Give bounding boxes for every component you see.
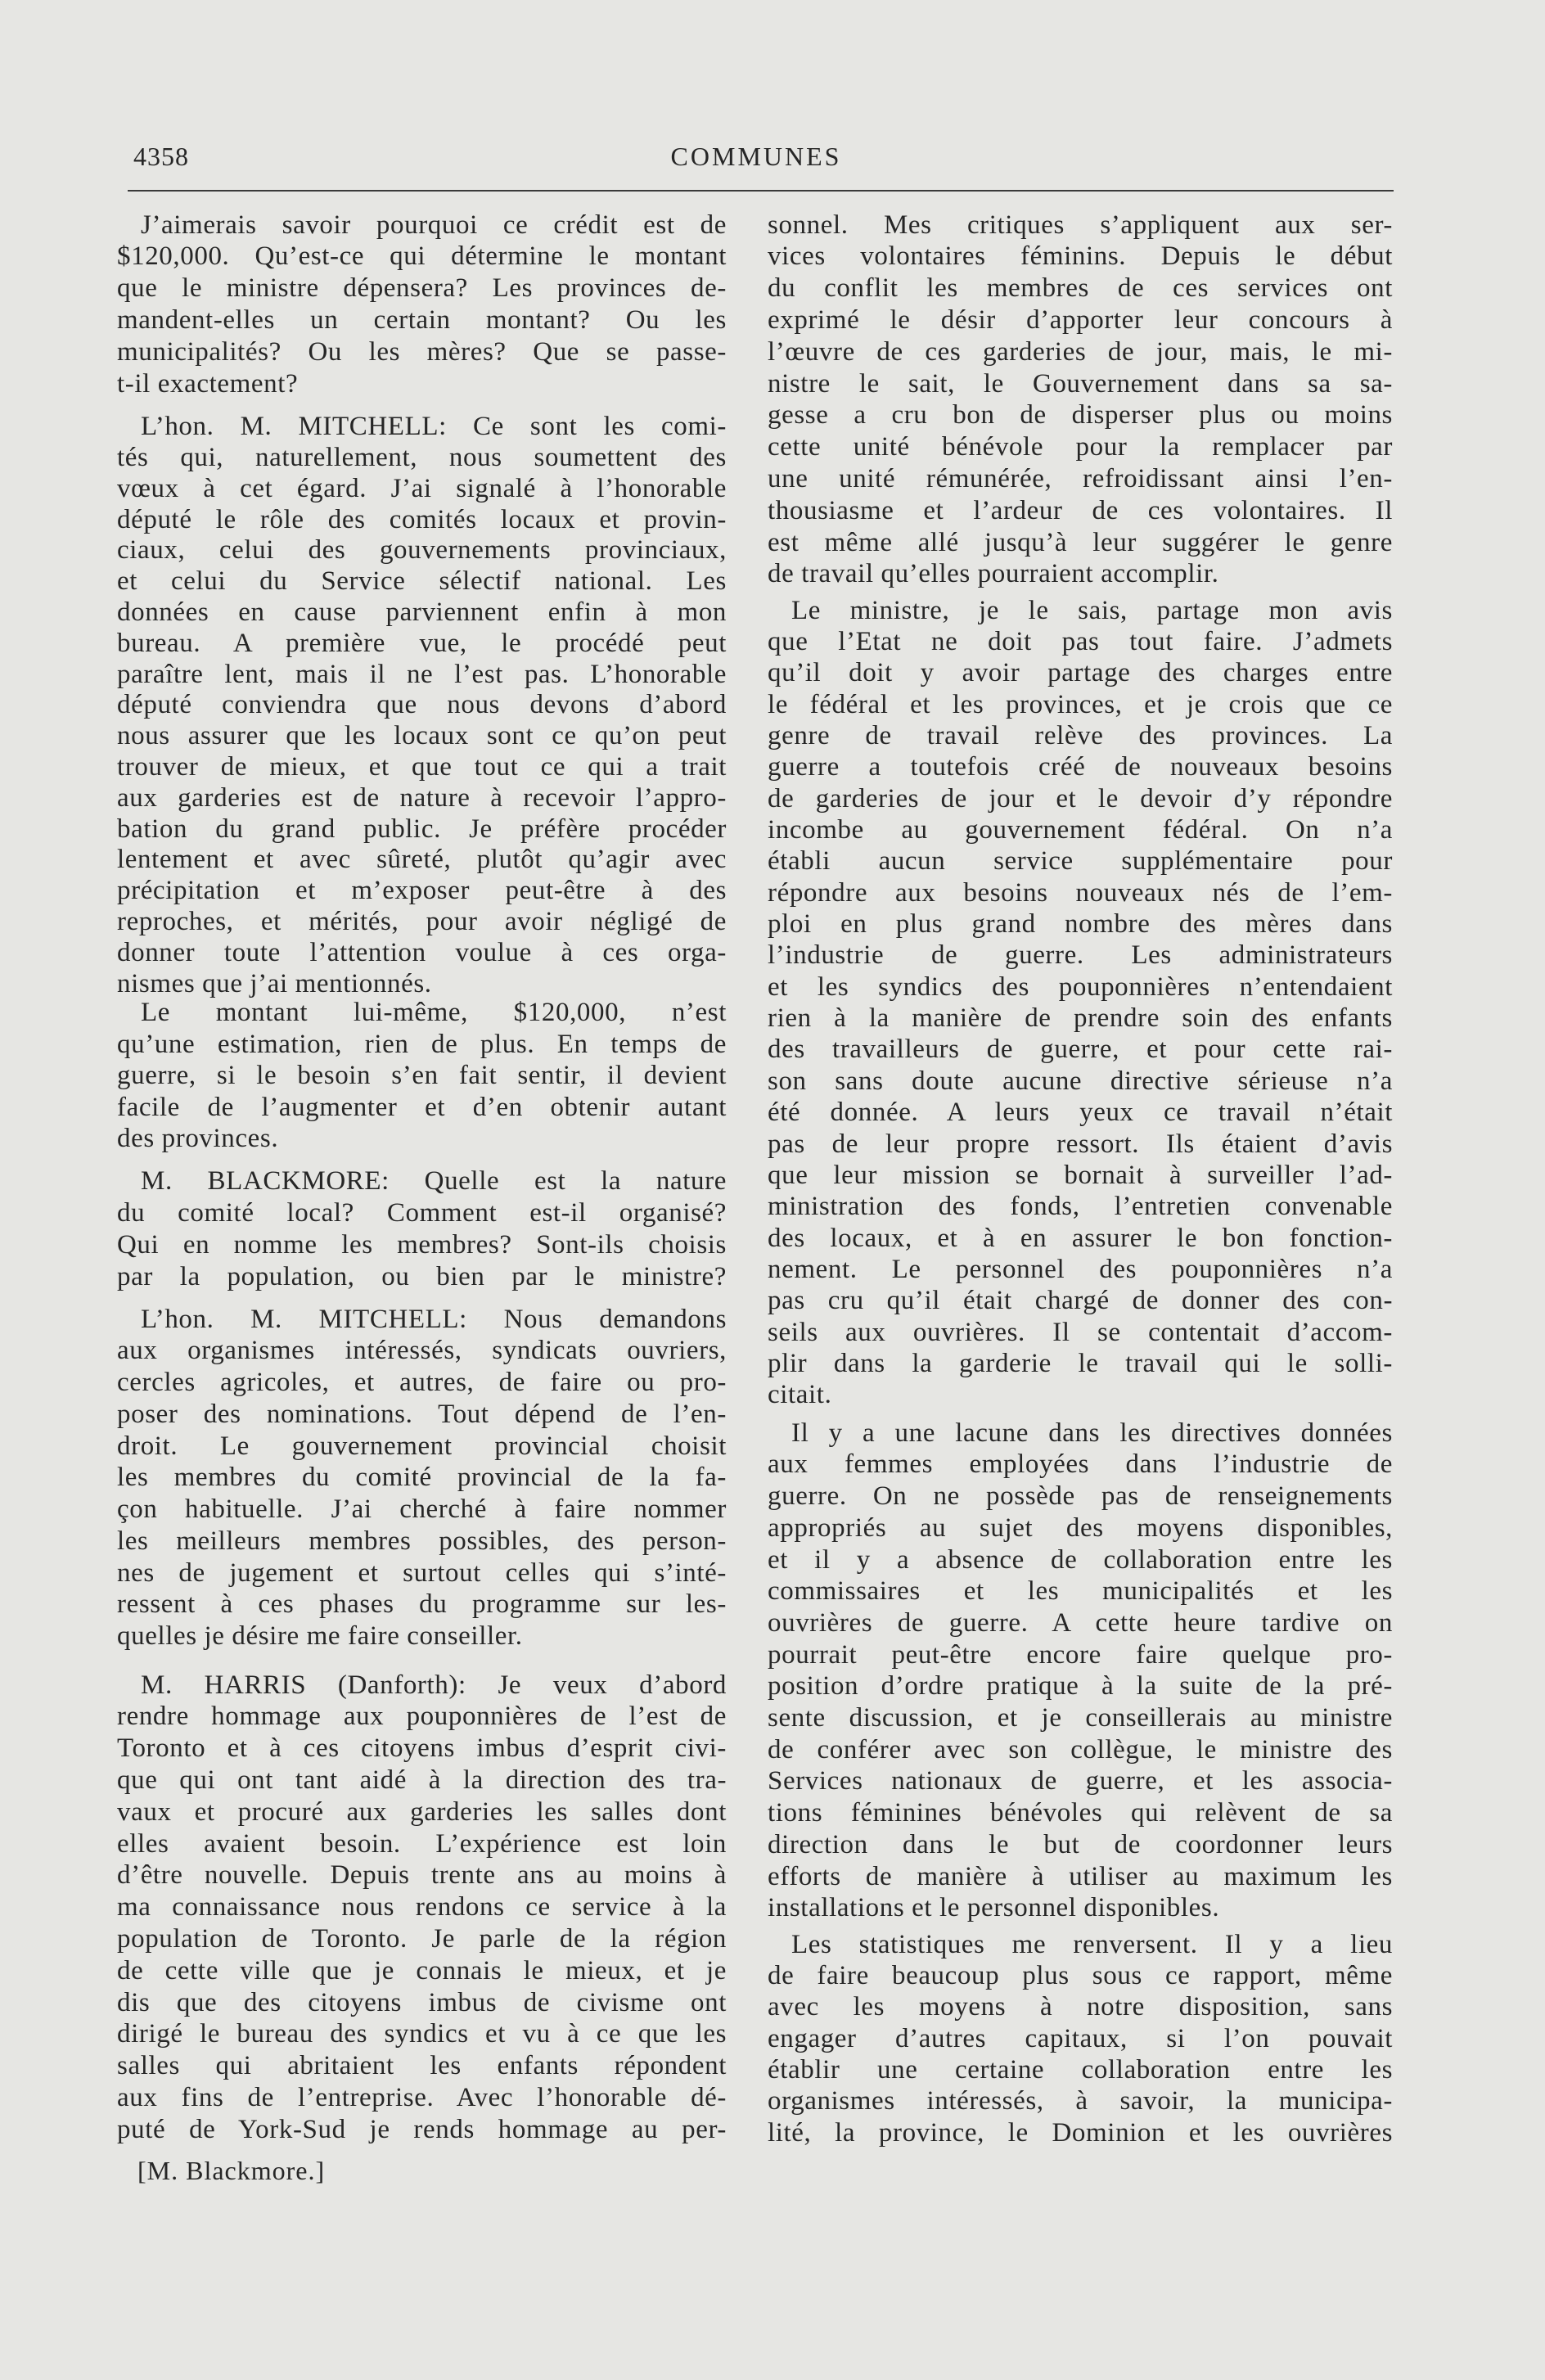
text-line: pas cru qu’il était chargé de donner des con- [768, 1286, 1394, 1316]
text-line: aux femmes employées dans l’industrie de [768, 1449, 1394, 1480]
text-line: municipalités? Ou les mères? Que se passe- [117, 337, 727, 367]
text-line: dis que des citoyens imbus de civisme ont [117, 1987, 727, 2017]
text-line: plir dans la garderie le travail qui le solli- [768, 1348, 1393, 1378]
text-line: donner toute l’attention voulue à ces orga- [117, 937, 727, 967]
text-line: droit. Le gouvernement provincial choisit [117, 1431, 727, 1461]
left-column [117, 0, 727, 2210]
text-line: et les syndics des pouponnières n’entendaient [768, 971, 1393, 1002]
text-line: données en cause parviennent enfin à mon [117, 597, 727, 627]
text-line: cette unité bénévole pour la remplacer par [768, 432, 1394, 462]
text-line: des locaux, et à en assurer le bon fonction- [768, 1223, 1394, 1253]
text-line: ploi en plus grand nombre des mères dans [768, 909, 1393, 939]
text-line: incombe au gouvernement fédéral. On n’a [768, 815, 1394, 845]
text-line: ouvrières de guerre. A cette heure tardive on [768, 1607, 1393, 1638]
text-line: lité, la province, le Dominion et les ouvrières [768, 2117, 1394, 2148]
text-line: reproches, et mérités, pour avoir négligé de [117, 906, 727, 936]
text-line: ressent à ces phases du programme sur les- [117, 1589, 727, 1620]
text-line: sente discussion, et je conseillerais au ministre [768, 1703, 1393, 1733]
text-line: puté de York-Sud je rends hommage au per- [117, 2114, 727, 2144]
text-line: de cette ville que je connais le mieux, et je [117, 1955, 727, 1986]
text-line: çon habituelle. J’ai cherché à faire nommer [117, 1494, 727, 1525]
text-line: vœux à cet égard. J’ai signalé à l’honorable [117, 473, 727, 503]
text-line: sonnel. Mes critiques s’appliquent aux ser- [768, 210, 1394, 240]
text-line: guerre, si le besoin s’en fait sentir, il devient [117, 1061, 727, 1090]
text-line: précipitation et m’exposer peut-être à des [117, 876, 727, 906]
text-line: Services nationaux de guerre, et les associa- [768, 1766, 1394, 1796]
text-line: facile de l’augmenter et d’en obtenir autant [117, 1092, 727, 1122]
text-line: Les statistiques me renversent. Il y a lieu [791, 1929, 1393, 1959]
text-line: citait. [768, 1380, 832, 1410]
text-line: Qui en nomme les membres? Sont-ils choisis [117, 1229, 727, 1260]
text-line: nement. Le personnel des pouponnières n’a [768, 1254, 1393, 1284]
text-line: de faire beaucoup plus sous ce rapport, même [768, 1961, 1394, 1990]
running-title: COMMUNES [670, 142, 842, 171]
text-line: de garderies de jour et le devoir d’y répondre [768, 783, 1393, 814]
text-line: L’hon. M. MITCHELL: Nous demandons [141, 1304, 727, 1334]
text-line: trouver de mieux, et que tout ce qui a trait [117, 751, 727, 782]
text-line: que l’Etat ne doit pas tout faire. J’admets [768, 626, 1394, 656]
text-line: M. BLACKMORE: Quelle est la nature [141, 1165, 727, 1196]
right-column [768, 0, 1393, 2210]
speaker-reference-footer: [M. Blackmore.] [137, 2156, 326, 2185]
text-line: commissaires et les municipalités et les [768, 1576, 1394, 1607]
page-number: 4358 [133, 142, 189, 171]
text-line: quelles je désire me faire conseiller. [117, 1621, 523, 1652]
text-line: son sans doute aucune directive sérieuse n’a [768, 1066, 1393, 1096]
text-line: est même allé jusqu’à leur suggérer le genre [768, 527, 1393, 557]
text-line: été donnée. A leurs yeux ce travail n’était [768, 1098, 1393, 1128]
text-line: du comité local? Comment est-il organisé? [117, 1197, 727, 1228]
text-line: le fédéral et les provinces, et je crois que ce [768, 689, 1393, 719]
text-line: des provinces. [117, 1124, 279, 1153]
text-line: aux garderies est de nature à recevoir l’appro- [117, 782, 727, 813]
text-line: tés qui, naturellement, nous soumettent des [117, 442, 727, 472]
text-line: rien à la manière de prendre soin des enfants [768, 1003, 1393, 1033]
text-line: ministration des fonds, l’entretien convenable [768, 1192, 1393, 1222]
text-line: exprimé le désir d’apporter leur concours à [768, 304, 1393, 335]
text-line: Le ministre, je le sais, partage mon avis [791, 595, 1393, 625]
text-line: nismes que j’ai mentionnés. [117, 968, 432, 998]
text-line: tions féminines bénévoles qui relèvent de sa [768, 1798, 1393, 1828]
text-line: nous assurer que les locaux sont ce qu’on peut [117, 721, 727, 751]
text-line: député conviendra que nous devons d’abord [117, 690, 727, 720]
text-line: cercles agricoles, et autres, de faire ou pro- [117, 1368, 727, 1398]
text-line: avec les moyens à notre disposition, sans [768, 1992, 1394, 2022]
text-line: dirigé le bureau des syndics et vu à ce que les [117, 2019, 727, 2049]
text-line: d’être nouvelle. Depuis trente ans au moins à [117, 1860, 727, 1891]
text-line: $120,000. Qu’est-ce qui détermine le montant [117, 241, 727, 272]
text-line: rendre hommage aux pouponnières de l’est de [117, 1702, 727, 1732]
text-line: que le ministre dépensera? Les provinces de- [117, 273, 727, 304]
text-line: lentement et avec sûreté, plutôt qu’agir avec [117, 845, 727, 875]
text-line: L’hon. M. MITCHELL: Ce sont les comi- [141, 412, 727, 442]
text-line: installations et le personnel disponibles. [768, 1893, 1220, 1923]
text-line: genre de travail relève des provinces. La [768, 720, 1394, 751]
text-line: que qui ont tant aidé à la direction des tra- [117, 1765, 727, 1795]
text-line: direction dans le but de coordonner leurs [768, 1829, 1394, 1859]
text-line: paraître lent, mais il ne l’est pas. L’honorable [117, 659, 727, 689]
text-line: nes de jugement et surtout celles qui s’inté- [117, 1557, 727, 1588]
text-line: aux organismes intéressés, syndicats ouvriers, [117, 1336, 727, 1366]
text-line: ciaux, celui des gouvernements provinciaux, [117, 535, 727, 566]
text-line: établir une certaine collaboration entre les [768, 2054, 1394, 2085]
text-line: l’œuvre de ces garderies de jour, mais, le mi- [768, 336, 1393, 367]
text-line: par la population, ou bien par le ministre? [117, 1261, 727, 1291]
text-line: aux fins de l’entreprise. Avec l’honorable dé- [117, 2083, 727, 2112]
text-line: nistre le sait, le Gouvernement dans sa sa- [768, 368, 1393, 399]
text-line: t-il exactement? [117, 369, 299, 399]
text-line: député le rôle des comités locaux et provin- [117, 504, 727, 534]
text-line: population de Toronto. Je parle de la région [117, 1924, 727, 1954]
text-line: bureau. A première vue, le procédé peut [117, 628, 727, 658]
text-line: J’aimerais savoir pourquoi ce crédit est de [141, 210, 727, 240]
text-line: Il y a une lacune dans les directives données [791, 1418, 1393, 1448]
text-line: les meilleurs membres possibles, des person- [117, 1526, 727, 1556]
text-line: organismes intéressés, à savoir, la municipa- [768, 2086, 1393, 2116]
text-line: des travailleurs de guerre, et pour cette rai- [768, 1034, 1393, 1065]
text-line: de travail qu’elles pourraient accomplir. [768, 559, 1219, 589]
text-line: engager d’autres capitaux, si l’on pouvait [768, 2023, 1393, 2053]
text-line: et il y a absence de collaboration entre les [768, 1544, 1393, 1575]
text-line: ma connaissance nous rendons ce service à la [117, 1892, 727, 1922]
text-line: qu’une estimation, rien de plus. En temps de [117, 1029, 727, 1059]
text-line: elles avaient besoin. L’expérience est loin [117, 1828, 727, 1859]
text-line: vices volontaires féminins. Depuis le début [768, 241, 1393, 272]
text-line: position d’ordre pratique à la suite de la pré- [768, 1671, 1394, 1702]
text-line: poser des nominations. Tout dépend de l’en- [117, 1399, 727, 1429]
text-line: guerre. On ne possède pas de renseignements [768, 1481, 1393, 1512]
text-line: pas de leur propre ressort. Ils étaient d’avis [768, 1129, 1394, 1159]
text-line: salles qui abritaient les enfants répondent [117, 2051, 727, 2081]
text-line: établi aucun service supplémentaire pour [768, 846, 1393, 877]
text-line: gesse a cru bon de disperser plus ou moins [768, 400, 1394, 430]
text-line: guerre a toutefois créé de nouveaux besoins [768, 752, 1393, 782]
text-line: vaux et procuré aux garderies les salles dont [117, 1796, 727, 1827]
text-line: seils aux ouvrières. Il se contentait d’accom- [768, 1317, 1393, 1347]
text-line: que leur mission se bornait à surveiller l’ad- [768, 1160, 1394, 1190]
text-line: bation du grand public. Je préfère procéder [117, 814, 727, 844]
text-line: Le montant lui-même, $120,000, n’est [141, 998, 727, 1027]
text-line: répondre aux besoins nouveaux nés de l’em- [768, 877, 1393, 908]
text-line: mandent-elles un certain montant? Ou les [117, 305, 727, 336]
text-line: de conférer avec son collègue, le ministre des [768, 1734, 1393, 1765]
text-line: efforts de manière à utiliser au maximum les [768, 1861, 1393, 1891]
text-line: une unité rémunérée, refroidissant ainsi l’en- [768, 463, 1393, 494]
text-line: et celui du Service sélectif national. Les [117, 566, 727, 597]
text-line: qu’il doit y avoir partage des charges entre [768, 658, 1393, 688]
text-line: appropriés au sujet des moyens disponibles, [768, 1512, 1393, 1543]
text-line: les membres du comité provincial de la fa- [117, 1463, 727, 1493]
text-line: pourrait peut-être encore faire quelque pro- [768, 1639, 1393, 1670]
text-line: thousiasme et l’ardeur de ces volontaires. Il [768, 495, 1393, 525]
text-line: Toronto et à ces citoyens imbus d’esprit civi- [117, 1733, 727, 1764]
text-line: l’industrie de guerre. Les administrateurs [768, 940, 1394, 971]
text-line: du conflit les membres de ces services ont [768, 273, 1394, 304]
text-line: M. HARRIS (Danforth): Je veux d’abord [141, 1670, 727, 1700]
